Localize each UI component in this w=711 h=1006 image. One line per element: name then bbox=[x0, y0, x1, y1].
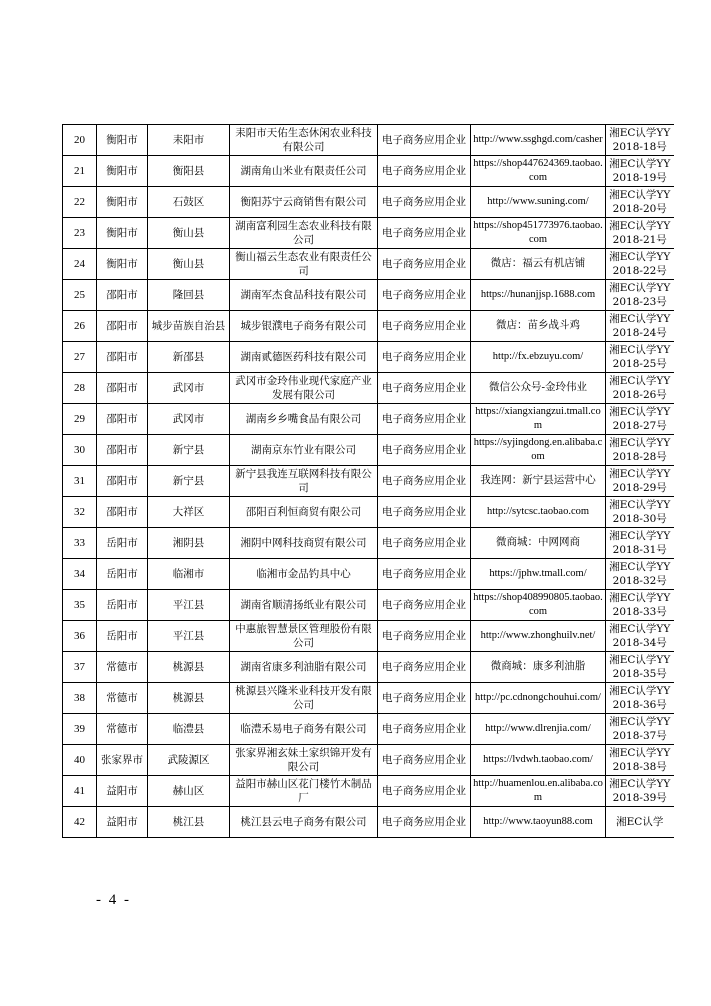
row-number: 42 bbox=[63, 807, 97, 838]
table-row bbox=[63, 621, 674, 652]
shop-url-cell: 微商城：康多利油脂 bbox=[471, 652, 606, 683]
company-name-cell: 桃江县云电子商务有限公司 bbox=[230, 807, 378, 838]
company-name-cell: 临湘市金品钓具中心 bbox=[230, 559, 378, 590]
row-number: 32 bbox=[63, 497, 97, 528]
city-cell: 邵阳市 bbox=[97, 435, 148, 466]
certificate-number-cell: 湘EC认学YY2018-24号 bbox=[606, 311, 674, 342]
shop-url-cell: 微店：苗乡战斗鸡 bbox=[471, 311, 606, 342]
enterprise-type-cell: 电子商务应用企业 bbox=[378, 652, 471, 683]
row-number: 40 bbox=[63, 745, 97, 776]
shop-url-cell: https://jphw.tmall.com/ bbox=[471, 559, 606, 590]
company-name-cell: 湖南贰德医药科技有限公司 bbox=[230, 342, 378, 373]
row-number: 31 bbox=[63, 466, 97, 497]
table-body bbox=[63, 125, 674, 838]
table-row bbox=[63, 404, 674, 435]
row-number: 39 bbox=[63, 714, 97, 745]
city-cell: 邵阳市 bbox=[97, 373, 148, 404]
county-cell: 桃江县 bbox=[148, 807, 230, 838]
row-number: 27 bbox=[63, 342, 97, 373]
county-cell: 湘阴县 bbox=[148, 528, 230, 559]
enterprise-type-cell: 电子商务应用企业 bbox=[378, 249, 471, 280]
city-cell: 邵阳市 bbox=[97, 497, 148, 528]
table-row bbox=[63, 528, 674, 559]
enterprise-type-cell: 电子商务应用企业 bbox=[378, 373, 471, 404]
row-number: 21 bbox=[63, 156, 97, 187]
table-row bbox=[63, 497, 674, 528]
city-cell: 邵阳市 bbox=[97, 404, 148, 435]
enterprise-type-cell: 电子商务应用企业 bbox=[378, 311, 471, 342]
shop-url-cell: https://xiangxiangzui.tmall.com bbox=[471, 404, 606, 435]
company-name-cell: 湖南角山米业有限责任公司 bbox=[230, 156, 378, 187]
city-cell: 岳阳市 bbox=[97, 621, 148, 652]
enterprise-type-cell: 电子商务应用企业 bbox=[378, 435, 471, 466]
shop-url-cell: http://pc.cdnongchouhui.com/ bbox=[471, 683, 606, 714]
table-row bbox=[63, 466, 674, 497]
table-row bbox=[63, 125, 674, 156]
row-number: 35 bbox=[63, 590, 97, 621]
certificate-number-cell: 湘EC认学YY2018-21号 bbox=[606, 218, 674, 249]
table-row bbox=[63, 156, 674, 187]
enterprise-type-cell: 电子商务应用企业 bbox=[378, 497, 471, 528]
enterprise-type-cell: 电子商务应用企业 bbox=[378, 342, 471, 373]
company-name-cell: 湖南乡乡嘴食品有限公司 bbox=[230, 404, 378, 435]
county-cell: 城步苗族自治县 bbox=[148, 311, 230, 342]
table-row bbox=[63, 807, 674, 838]
certificate-number-cell: 湘EC认学YY2018-19号 bbox=[606, 156, 674, 187]
city-cell: 常德市 bbox=[97, 683, 148, 714]
company-name-cell: 张家界湘玄妹土家织锦开发有限公司 bbox=[230, 745, 378, 776]
row-number: 29 bbox=[63, 404, 97, 435]
enterprise-type-cell: 电子商务应用企业 bbox=[378, 187, 471, 218]
shop-url-cell: http://www.dlrenjia.com/ bbox=[471, 714, 606, 745]
enterprise-type-cell: 电子商务应用企业 bbox=[378, 125, 471, 156]
shop-url-cell: https://syjingdong.en.alibaba.com bbox=[471, 435, 606, 466]
row-number: 30 bbox=[63, 435, 97, 466]
enterprise-type-cell: 电子商务应用企业 bbox=[378, 621, 471, 652]
shop-url-cell: https://shop408990805.taobao.com bbox=[471, 590, 606, 621]
county-cell: 新宁县 bbox=[148, 435, 230, 466]
company-name-cell: 湖南军杰食品科技有限公司 bbox=[230, 280, 378, 311]
enterprise-type-cell: 电子商务应用企业 bbox=[378, 404, 471, 435]
enterprise-type-cell: 电子商务应用企业 bbox=[378, 590, 471, 621]
certificate-number-cell: 湘EC认学YY2018-31号 bbox=[606, 528, 674, 559]
table-row bbox=[63, 559, 674, 590]
certificate-number-cell: 湘EC认学YY2018-25号 bbox=[606, 342, 674, 373]
enterprise-type-cell: 电子商务应用企业 bbox=[378, 776, 471, 807]
city-cell: 邵阳市 bbox=[97, 466, 148, 497]
shop-url-cell: https://shop451773976.taobao.com bbox=[471, 218, 606, 249]
certificate-number-cell: 湘EC认学YY2018-30号 bbox=[606, 497, 674, 528]
city-cell: 衡阳市 bbox=[97, 156, 148, 187]
county-cell: 桃源县 bbox=[148, 683, 230, 714]
table-row bbox=[63, 714, 674, 745]
city-cell: 衡阳市 bbox=[97, 125, 148, 156]
company-name-cell: 湖南京东竹业有限公司 bbox=[230, 435, 378, 466]
certificate-number-cell: 湘EC认学YY2018-37号 bbox=[606, 714, 674, 745]
certificate-number-cell: 湘EC认学YY2018-29号 bbox=[606, 466, 674, 497]
table-row bbox=[63, 342, 674, 373]
county-cell: 临澧县 bbox=[148, 714, 230, 745]
table-row bbox=[63, 187, 674, 218]
shop-url-cell: 微信公众号-金玲伟业 bbox=[471, 373, 606, 404]
company-name-cell: 新宁县我连互联网科技有限公司 bbox=[230, 466, 378, 497]
company-name-cell: 临澧禾易电子商务有限公司 bbox=[230, 714, 378, 745]
certificate-number-cell: 湘EC认学YY2018-34号 bbox=[606, 621, 674, 652]
enterprise-type-cell: 电子商务应用企业 bbox=[378, 528, 471, 559]
county-cell: 隆回县 bbox=[148, 280, 230, 311]
company-name-cell: 衡阳苏宁云商销售有限公司 bbox=[230, 187, 378, 218]
row-number: 24 bbox=[63, 249, 97, 280]
shop-url-cell: 我连网：新宁县运营中心 bbox=[471, 466, 606, 497]
city-cell: 益阳市 bbox=[97, 776, 148, 807]
row-number: 20 bbox=[63, 125, 97, 156]
table-row bbox=[63, 435, 674, 466]
company-name-cell: 邵阳百利恒商贸有限公司 bbox=[230, 497, 378, 528]
certificate-number-cell: 湘EC认学YY2018-35号 bbox=[606, 652, 674, 683]
certificate-number-cell: 湘EC认学YY2018-33号 bbox=[606, 590, 674, 621]
company-name-cell: 湖南省康多利油脂有限公司 bbox=[230, 652, 378, 683]
city-cell: 常德市 bbox=[97, 652, 148, 683]
enterprise-type-cell: 电子商务应用企业 bbox=[378, 683, 471, 714]
county-cell: 桃源县 bbox=[148, 652, 230, 683]
enterprise-type-cell: 电子商务应用企业 bbox=[378, 745, 471, 776]
row-number: 23 bbox=[63, 218, 97, 249]
county-cell: 武陵源区 bbox=[148, 745, 230, 776]
company-name-cell: 湖南富利园生态农业科技有限公司 bbox=[230, 218, 378, 249]
enterprise-type-cell: 电子商务应用企业 bbox=[378, 280, 471, 311]
county-cell: 新邵县 bbox=[148, 342, 230, 373]
shop-url-cell: https://shop447624369.taobao.com bbox=[471, 156, 606, 187]
row-number: 25 bbox=[63, 280, 97, 311]
table-row bbox=[63, 776, 674, 807]
page-number: - 4 - bbox=[96, 892, 131, 908]
county-cell: 武冈市 bbox=[148, 404, 230, 435]
company-name-cell: 耒阳市天佑生态休闲农业科技有限公司 bbox=[230, 125, 378, 156]
county-cell: 石鼓区 bbox=[148, 187, 230, 218]
city-cell: 衡阳市 bbox=[97, 249, 148, 280]
table-row bbox=[63, 373, 674, 404]
table-row bbox=[63, 249, 674, 280]
shop-url-cell: http://www.zhonghuilv.net/ bbox=[471, 621, 606, 652]
certificate-number-cell: 湘EC认学 bbox=[606, 807, 674, 838]
table-row bbox=[63, 311, 674, 342]
table-row bbox=[63, 652, 674, 683]
certificate-number-cell: 湘EC认学YY2018-36号 bbox=[606, 683, 674, 714]
city-cell: 衡阳市 bbox=[97, 187, 148, 218]
row-number: 33 bbox=[63, 528, 97, 559]
county-cell: 平江县 bbox=[148, 621, 230, 652]
row-number: 22 bbox=[63, 187, 97, 218]
county-cell: 临湘市 bbox=[148, 559, 230, 590]
enterprise-type-cell: 电子商务应用企业 bbox=[378, 466, 471, 497]
enterprise-table bbox=[62, 124, 674, 838]
certificate-number-cell: 湘EC认学YY2018-28号 bbox=[606, 435, 674, 466]
city-cell: 邵阳市 bbox=[97, 342, 148, 373]
certificate-number-cell: 湘EC认学YY2018-38号 bbox=[606, 745, 674, 776]
enterprise-type-cell: 电子商务应用企业 bbox=[378, 714, 471, 745]
row-number: 37 bbox=[63, 652, 97, 683]
company-name-cell: 湖南省顺清扬纸业有限公司 bbox=[230, 590, 378, 621]
shop-url-cell: http://www.taoyun88.com bbox=[471, 807, 606, 838]
company-name-cell: 益阳市赫山区花门楼竹木制品厂 bbox=[230, 776, 378, 807]
county-cell: 新宁县 bbox=[148, 466, 230, 497]
enterprise-type-cell: 电子商务应用企业 bbox=[378, 156, 471, 187]
county-cell: 平江县 bbox=[148, 590, 230, 621]
county-cell: 衡山县 bbox=[148, 218, 230, 249]
table-row bbox=[63, 280, 674, 311]
enterprise-type-cell: 电子商务应用企业 bbox=[378, 218, 471, 249]
county-cell: 衡山县 bbox=[148, 249, 230, 280]
row-number: 26 bbox=[63, 311, 97, 342]
certificate-number-cell: 湘EC认学YY2018-22号 bbox=[606, 249, 674, 280]
enterprise-type-cell: 电子商务应用企业 bbox=[378, 559, 471, 590]
shop-url-cell: http://www.ssghgd.com/casher bbox=[471, 125, 606, 156]
county-cell: 赫山区 bbox=[148, 776, 230, 807]
row-number: 34 bbox=[63, 559, 97, 590]
certificate-number-cell: 湘EC认学YY2018-32号 bbox=[606, 559, 674, 590]
table-row bbox=[63, 218, 674, 249]
county-cell: 耒阳市 bbox=[148, 125, 230, 156]
shop-url-cell: http://fx.ebzuyu.com/ bbox=[471, 342, 606, 373]
county-cell: 大祥区 bbox=[148, 497, 230, 528]
shop-url-cell: http://sytcsc.taobao.com bbox=[471, 497, 606, 528]
certificate-number-cell: 湘EC认学YY2018-26号 bbox=[606, 373, 674, 404]
county-cell: 衡阳县 bbox=[148, 156, 230, 187]
county-cell: 武冈市 bbox=[148, 373, 230, 404]
table-row bbox=[63, 745, 674, 776]
city-cell: 益阳市 bbox=[97, 807, 148, 838]
city-cell: 张家界市 bbox=[97, 745, 148, 776]
city-cell: 常德市 bbox=[97, 714, 148, 745]
certificate-number-cell: 湘EC认学YY2018-23号 bbox=[606, 280, 674, 311]
row-number: 36 bbox=[63, 621, 97, 652]
company-name-cell: 中惠旅智慧景区管理股份有限公司 bbox=[230, 621, 378, 652]
certificate-number-cell: 湘EC认学YY2018-39号 bbox=[606, 776, 674, 807]
city-cell: 岳阳市 bbox=[97, 590, 148, 621]
table-row bbox=[63, 683, 674, 714]
company-name-cell: 武冈市金玲伟业现代家庭产业发展有限公司 bbox=[230, 373, 378, 404]
table-row bbox=[63, 590, 674, 621]
city-cell: 邵阳市 bbox=[97, 311, 148, 342]
certificate-number-cell: 湘EC认学YY2018-27号 bbox=[606, 404, 674, 435]
city-cell: 岳阳市 bbox=[97, 559, 148, 590]
certificate-number-cell: 湘EC认学YY2018-18号 bbox=[606, 125, 674, 156]
company-name-cell: 衡山福云生态农业有限责任公司 bbox=[230, 249, 378, 280]
row-number: 41 bbox=[63, 776, 97, 807]
city-cell: 衡阳市 bbox=[97, 218, 148, 249]
shop-url-cell: 微店：福云有机店铺 bbox=[471, 249, 606, 280]
shop-url-cell: https://hunanjjsp.1688.com bbox=[471, 280, 606, 311]
city-cell: 邵阳市 bbox=[97, 280, 148, 311]
company-name-cell: 桃源县兴隆米业科技开发有限公司 bbox=[230, 683, 378, 714]
shop-url-cell: https://lvdwh.taobao.com/ bbox=[471, 745, 606, 776]
company-name-cell: 城步银濮电子商务有限公司 bbox=[230, 311, 378, 342]
certificate-number-cell: 湘EC认学YY2018-20号 bbox=[606, 187, 674, 218]
row-number: 38 bbox=[63, 683, 97, 714]
shop-url-cell: http://www.suning.com/ bbox=[471, 187, 606, 218]
enterprise-type-cell: 电子商务应用企业 bbox=[378, 807, 471, 838]
city-cell: 岳阳市 bbox=[97, 528, 148, 559]
company-name-cell: 湘阴中网科技商贸有限公司 bbox=[230, 528, 378, 559]
shop-url-cell: 微商城：中网网商 bbox=[471, 528, 606, 559]
row-number: 28 bbox=[63, 373, 97, 404]
shop-url-cell: http://huamenlou.en.alibaba.com bbox=[471, 776, 606, 807]
